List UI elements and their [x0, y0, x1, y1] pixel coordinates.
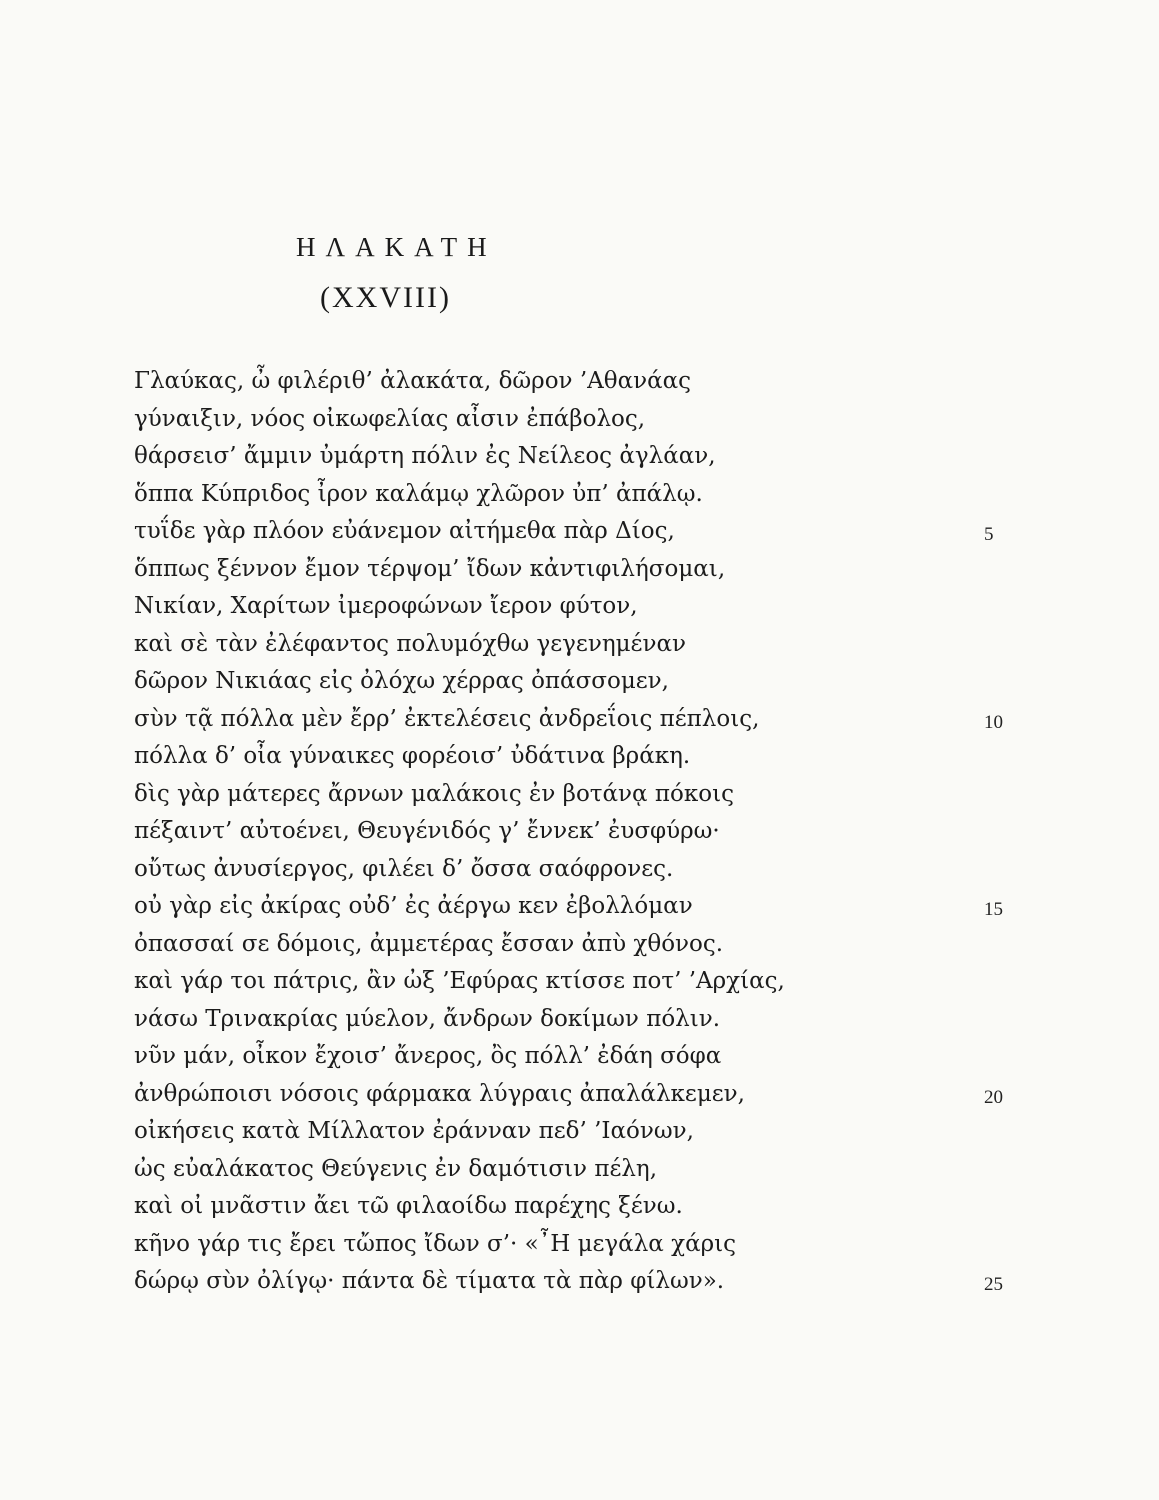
verse-text: οὐ γὰρ εἰς ἀκίρας οὐδ’ ἐς ἀέργω κεν ἐβολλόμαν [134, 893, 693, 919]
verse-line [134, 363, 1034, 401]
verse-text: δώρῳ σὺν ὀλίγῳ· πάντα δὲ τίματα τὰ πὰρ φίλων». [134, 1268, 725, 1294]
verse-text: πέξαιντ’ αὐτοένει, Θευγένιδός γ’ ἔννεκ’ ἐυσφύρω· [134, 818, 720, 844]
verse-line [134, 926, 1034, 964]
poem-body [134, 363, 1034, 1301]
verse-line [134, 1113, 1034, 1151]
verse-text: καὶ σὲ τὰν ἐλέφαντος πολυμόχθω γεγενημέναν [134, 630, 686, 657]
verse-text: νάσω Τρινακρίας μύελον, ἄνδρων δοκίμων πόλιν. [134, 1005, 721, 1032]
verse-line [134, 663, 1034, 701]
verse-line [134, 1038, 1034, 1076]
verse-text: τυΐδε γὰρ πλόον εὐάνεμον αἰτήμεθα πὰρ Δίος, [134, 518, 675, 544]
verse-line [134, 1263, 1034, 1301]
line-number: 15 [984, 899, 1003, 920]
verse-line [134, 776, 1034, 814]
verse-text: γύναιξιν, νόος οἰκωφελίας αἶσιν ἐπάβολος, [134, 405, 646, 432]
verse-line [134, 1226, 1034, 1264]
verse-text: νῦν μάν, οἶκον ἔχοισ’ ἄνερος, ὂς πόλλ’ ἐδάη σόφα [134, 1043, 722, 1069]
verse-text: ὀπασσαί σε δόμοις, ἀμμετέρας ἔσσαν ἀπὺ χθόνος. [134, 930, 724, 957]
verse-line [134, 588, 1034, 626]
verse-text: πόλλα δ’ οἶα γύναικες φορέοισ’ ὐδάτινα βράκη. [134, 743, 691, 769]
verse-line [134, 888, 1034, 926]
verse-text: ὅππως ξέννον ἔμον τέρψομ’ ἴδων κἀντιφιλήσομαι, [134, 555, 726, 582]
verse-text: Νικίαν, Χαρίτων ἰμεροφώνων ἴερον φύτον, [134, 593, 638, 619]
verse-line [134, 476, 1034, 514]
verse-line [134, 813, 1034, 851]
verse-text: θάρσεισ’ ἄμμιν ὐμάρτη πόλιν ἐς Νείλεος ἀγλάαν, [134, 443, 716, 469]
verse-line [134, 963, 1034, 1001]
verse-text: καὶ γάρ τοι πάτρις, ἂν ὠξ ’Εφύρας κτίσσε ποτ’ ’Αρχίας, [134, 968, 785, 994]
verse-text: καὶ οἰ μνᾶστιν ἄει τῶ φιλαοίδω παρέχης ξένω. [134, 1193, 683, 1219]
verse-line [134, 626, 1034, 664]
verse-text: ἀνθρώποισι νόσοις φάρμακα λύγραις ἀπαλάλκεμεν, [134, 1080, 745, 1107]
verse-line [134, 851, 1034, 889]
verse-text: ὅππα Κύπριδος ἶρον καλάμῳ χλῶρον ὐπ’ ἀπάλῳ. [134, 480, 703, 507]
verse-line [134, 513, 1034, 551]
verse-text: σὺν τᾷ πόλλα μὲν ἔρρ’ ἐκτελέσεις ἀνδρεΐοις πέπλοις, [134, 705, 760, 732]
verse-line [134, 1076, 1034, 1114]
verse-line [134, 1151, 1034, 1189]
line-number: 20 [984, 1086, 1003, 1108]
verse-text: ὠς εὐαλάκατος Θεύγενις ἐν δαμότισιν πέλη, [134, 1155, 658, 1182]
verse-text: Γλαύκας, ὦ φιλέριθ’ ἀλακάτα, δῶρον ’Αθανάας [134, 368, 692, 394]
verse-text: οἰκήσεις κατὰ Μίλλατον ἐράνναν πεδ’ ’Ιαόνων, [134, 1118, 694, 1144]
verse-line [134, 438, 1034, 476]
verse-line [134, 551, 1034, 589]
verse-line [134, 1001, 1034, 1039]
line-number: 25 [984, 1274, 1003, 1295]
verse-text: κῆνο γάρ τις ἔρει τὤπος ἴδων σ’· «῏Η μεγάλα χάρις [134, 1230, 737, 1257]
poem-number: (XXVIII) [320, 281, 451, 314]
verse-text: οὔτως ἀνυσίεργος, φιλέει δ’ ὄσσα σαόφρονες. [134, 855, 674, 882]
verse-text: δὶς γὰρ μάτερες ἄρνων μαλάκοις ἐν βοτάνᾳ πόκοις [134, 780, 734, 807]
line-number: 10 [984, 711, 1003, 733]
verse-line [134, 401, 1034, 439]
line-number: 5 [984, 524, 994, 545]
verse-text: δῶρον Νικιάας εἰς ὀλόχω χέρρας ὀπάσσομεν, [134, 668, 669, 694]
verse-line [134, 1188, 1034, 1226]
poem-title: ΗΛΑΚΑΤΗ [296, 232, 497, 262]
verse-line [134, 738, 1034, 776]
verse-line [134, 701, 1034, 739]
